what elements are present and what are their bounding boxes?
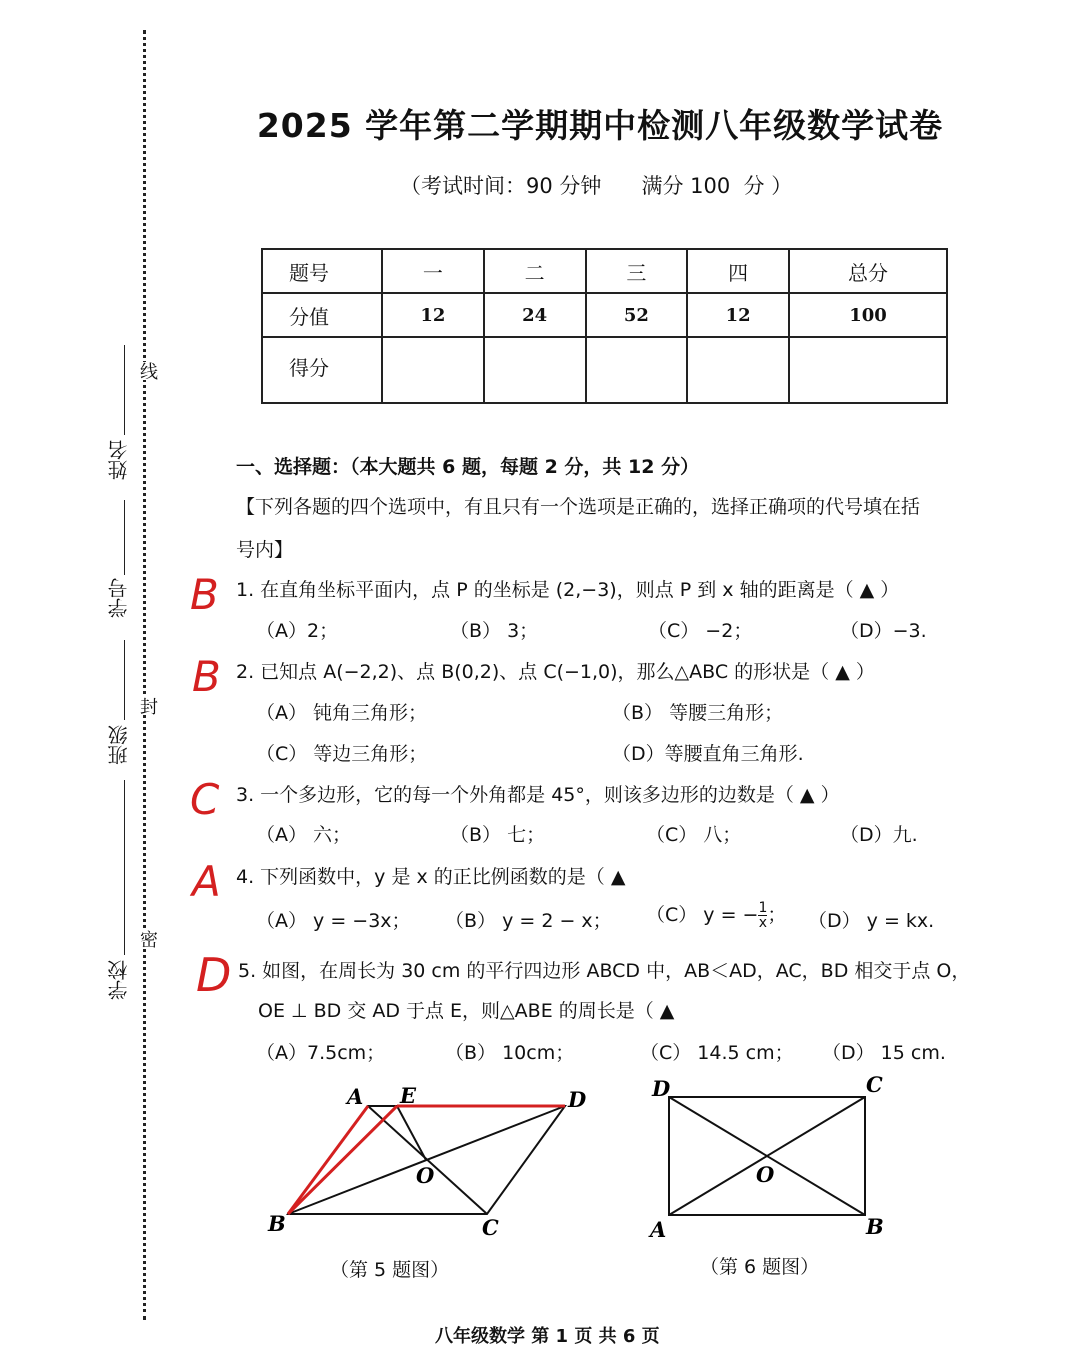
binding-dotted-line: [143, 30, 146, 1320]
class-blank-line: [124, 640, 125, 720]
option-a: （A） 钝角三角形；: [256, 702, 428, 724]
name-blank-line: [124, 345, 125, 435]
table-cell: 一: [382, 249, 484, 293]
table-cell: 分值: [262, 293, 382, 337]
table-cell: 得分: [262, 337, 382, 403]
label-o: O: [756, 1162, 775, 1187]
option-d: （D） y = kx.: [808, 910, 935, 932]
section-heading: 一、选择题：（本大题共 6 题，每题 2 分，共 12 分）: [236, 456, 700, 478]
handwritten-answer: D: [196, 948, 232, 1002]
option-d: （D）−3.: [840, 620, 927, 642]
label-a: A: [347, 1084, 364, 1109]
table-cell: 12: [687, 293, 789, 337]
label-b: B: [268, 1211, 286, 1236]
option-c: （C） 八；: [646, 824, 742, 846]
option-a: （A） 六；: [256, 824, 352, 846]
score-entry-cell[interactable]: [382, 337, 484, 403]
figure-5-parallelogram: [250, 1075, 610, 1245]
segment-oe: [397, 1106, 426, 1160]
page-footer: 八年级数学 第 1 页 共 6 页: [435, 1326, 660, 1347]
label-d: D: [568, 1087, 587, 1112]
margin-label-school: 学校: [107, 960, 131, 1000]
label-b: B: [866, 1214, 884, 1239]
score-entry-cell[interactable]: [586, 337, 688, 403]
question-stem: 1. 在直角坐标平面内，点 P 的坐标是 (2,−3)，则点 P 到 x 轴的距离是（ ▲ ）: [236, 579, 900, 601]
seal-char-seal: 封: [134, 697, 160, 715]
table-cell: 24: [484, 293, 586, 337]
question-stem: 5. 如图，在周长为 30 cm 的平行四边形 ABCD 中，AB＜AD，AC，BD 相交于点 O，: [238, 960, 971, 982]
margin-label-name: 姓名: [107, 440, 131, 480]
question-stem: 2. 已知点 A(−2,2)、点 B(0,2)、点 C(−1,0)，那么△ABC 的形状是（ ▲ ）: [236, 661, 875, 683]
highlight-be: [288, 1106, 397, 1214]
section-instruction: 【下列各题的四个选项中，有且只有一个选项是正确的，选择正确项的代号填在括: [236, 496, 921, 518]
table-cell: 四: [687, 249, 789, 293]
table-cell: 题号: [262, 249, 382, 293]
option-c-suffix: ；: [767, 904, 787, 926]
score-table: [261, 248, 948, 404]
option-c: （C） −2；: [648, 620, 753, 642]
option-c-text: （C） y = −: [646, 904, 759, 926]
seal-char-secret: 密: [134, 930, 160, 948]
label-d: D: [652, 1076, 671, 1101]
figure-6-caption: （第 6 题图）: [700, 1256, 820, 1278]
option-b: （B） 七；: [450, 824, 546, 846]
label-c: C: [482, 1215, 499, 1240]
fraction-numerator: 1: [758, 900, 768, 916]
table-cell: 52: [586, 293, 688, 337]
table-row-scores: [262, 337, 947, 403]
option-b: （B） 等腰三角形；: [612, 702, 784, 724]
score-entry-cell[interactable]: [484, 337, 586, 403]
option-a: （A）7.5cm；: [256, 1042, 386, 1064]
section-instruction: 号内】: [236, 539, 294, 561]
seal-char-line: 线: [134, 362, 160, 380]
question-stem: 3. 一个多边形，它的每一个外角都是 45°，则该多边形的边数是（ ▲ ）: [236, 784, 840, 806]
option-d: （D）等腰直角三角形.: [612, 743, 804, 765]
table-cell: 12: [382, 293, 484, 337]
score-entry-cell[interactable]: [687, 337, 789, 403]
option-b: （B） 10cm；: [445, 1042, 575, 1064]
margin-label-class: 班级: [107, 725, 131, 765]
option-d: （D） 15 cm.: [822, 1042, 946, 1064]
table-cell: 三: [586, 249, 688, 293]
option-c: （C） 14.5 cm；: [640, 1042, 794, 1064]
question-stem: 4. 下列函数中，y 是 x 的正比例函数的是（ ▲: [236, 866, 626, 888]
option-d: （D）九.: [840, 824, 918, 846]
school-blank-line: [124, 780, 125, 955]
student-id-blank-line: [124, 500, 125, 575]
label-o: O: [416, 1163, 435, 1188]
fraction-denominator: x: [758, 915, 768, 931]
option-a: （A） y = −3x；: [256, 910, 411, 932]
question-stem-continued: OE ⊥ BD 交 AD 于点 E，则△ABE 的周长是（ ▲: [258, 1000, 675, 1022]
handwritten-answer: A: [192, 857, 221, 906]
handwritten-answer: B: [192, 652, 221, 701]
option-c: [646, 900, 786, 930]
exam-info: （考试时间：90 分钟 满分 100 分 ）: [400, 174, 793, 198]
table-cell: 二: [484, 249, 586, 293]
label-e: E: [400, 1083, 417, 1108]
label-c: C: [866, 1072, 883, 1097]
option-c: （C） 等边三角形；: [256, 743, 428, 765]
figure-6-rectangle: [640, 1072, 900, 1247]
table-row-headers: [262, 249, 947, 293]
option-a: （A）2；: [256, 620, 339, 642]
score-entry-cell[interactable]: [789, 337, 947, 403]
figure-5-caption: （第 5 题图）: [330, 1259, 450, 1281]
table-cell: 总分: [789, 249, 947, 293]
option-b: （B） y = 2 − x；: [445, 910, 612, 932]
handwritten-answer: C: [190, 775, 220, 824]
page-title: 2025 学年第二学期期中检测八年级数学试卷: [256, 106, 944, 145]
margin-label-student-id: 学号: [107, 578, 131, 618]
table-row-values: [262, 293, 947, 337]
option-b: （B） 3；: [450, 620, 539, 642]
handwritten-answer: B: [190, 570, 219, 619]
table-cell: 100: [789, 293, 947, 337]
label-a: A: [650, 1217, 667, 1242]
